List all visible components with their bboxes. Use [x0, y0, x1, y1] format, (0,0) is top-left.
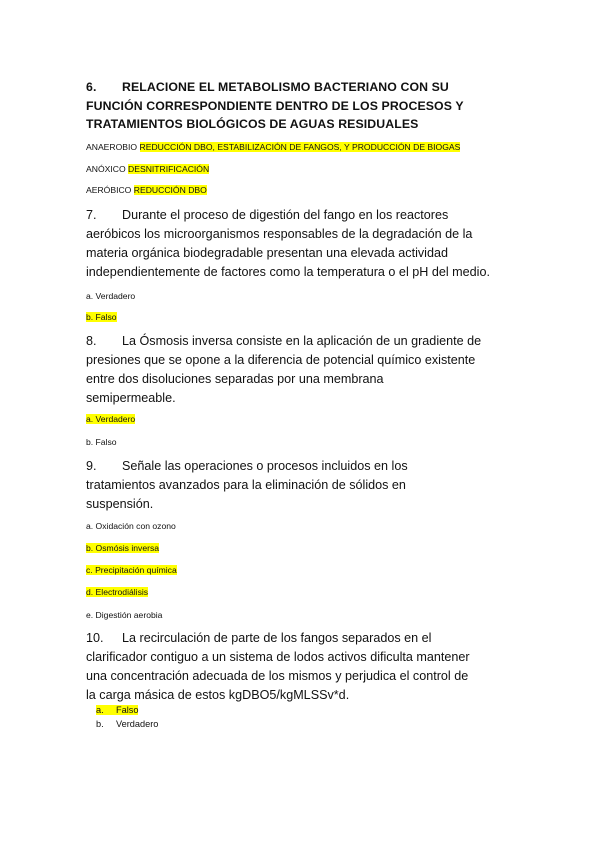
- option-10a: a. Falso: [96, 705, 139, 715]
- question-10-options: [96, 703, 158, 731]
- option-7a: a. Verdadero: [86, 291, 136, 301]
- question-6-line-3: TRATAMIENTOS BIOLÓGICOS DE AGUAS RESIDUALES: [86, 117, 419, 131]
- match-anoxico: ANÓXICO DESNITRIFICACIÓN: [86, 164, 210, 174]
- option-8a: a. Verdadero: [86, 414, 136, 424]
- match-anaerobio: ANAEROBIO REDUCCIÓN DBO, ESTABILIZACIÓN DE FANGOS, Y PRODUCCIÓN DE BIOGAS: [86, 142, 461, 152]
- question-number: 9.: [86, 459, 97, 473]
- option-9a: a. Oxidación con ozono: [86, 521, 176, 531]
- question-6: [86, 78, 506, 134]
- question-8: 8. La Ósmosis inversa consiste en la aplicación de un gradiente de presiones que se opone a la diferencia de potencial químico existente entre dos disoluciones separadas por una membrana semipermeable.: [86, 334, 482, 405]
- question-6-line-2: FUNCIÓN CORRESPONDIENTE DENTRO DE LOS PROCESOS Y: [86, 98, 464, 113]
- question-number: 7.: [86, 208, 97, 222]
- question-number: 10.: [86, 631, 104, 645]
- option-9b: b. Osmósis inversa: [86, 543, 160, 553]
- option-10b: b. Verdadero: [96, 719, 159, 729]
- option-9d: d. Electrodiálisis: [86, 587, 149, 597]
- question-number: 6.: [86, 80, 97, 94]
- question-7: 7. Durante el proceso de digestión del fango en los reactores aeróbicos los microorganismos responsables de la degradación de la materia orgánica biodegradable presentan una elevada actividad independientemente de factores como la temperatura o el pH del medio.: [86, 208, 490, 279]
- highlighted-answer: REDUCCIÓN DBO: [133, 185, 207, 195]
- option-7b: b. Falso: [86, 312, 117, 322]
- question-6-line-1: 6. RELACIONE EL METABOLISMO BACTERIANO CON SU: [86, 78, 506, 97]
- option-9c: c. Precipitación química: [86, 565, 177, 575]
- option-9e: e. Digestión aerobia: [86, 610, 163, 620]
- option-8b: b. Falso: [86, 437, 117, 447]
- match-aerobico: AERÓBICO REDUCCIÓN DBO: [86, 185, 207, 195]
- question-number: 8.: [86, 334, 97, 348]
- question-10: 10. La recirculación de parte de los fangos separados en el clarificador contiguo a un sistema de lodos activos dificulta mantener una concentración adecuada de los mismos y perjudica el control de la carga másica de estos kgDBO5/kgMLSSv*d.: [86, 631, 470, 702]
- highlighted-answer: REDUCCIÓN DBO, ESTABILIZACIÓN DE FANGOS, Y PRODUCCIÓN DE BIOGAS: [139, 142, 461, 152]
- question-9: 9. Señale las operaciones o procesos incluidos en los tratamientos avanzados para la eliminación de sólidos en suspensión.: [86, 459, 408, 511]
- highlighted-answer: DESNITRIFICACIÓN: [128, 164, 210, 174]
